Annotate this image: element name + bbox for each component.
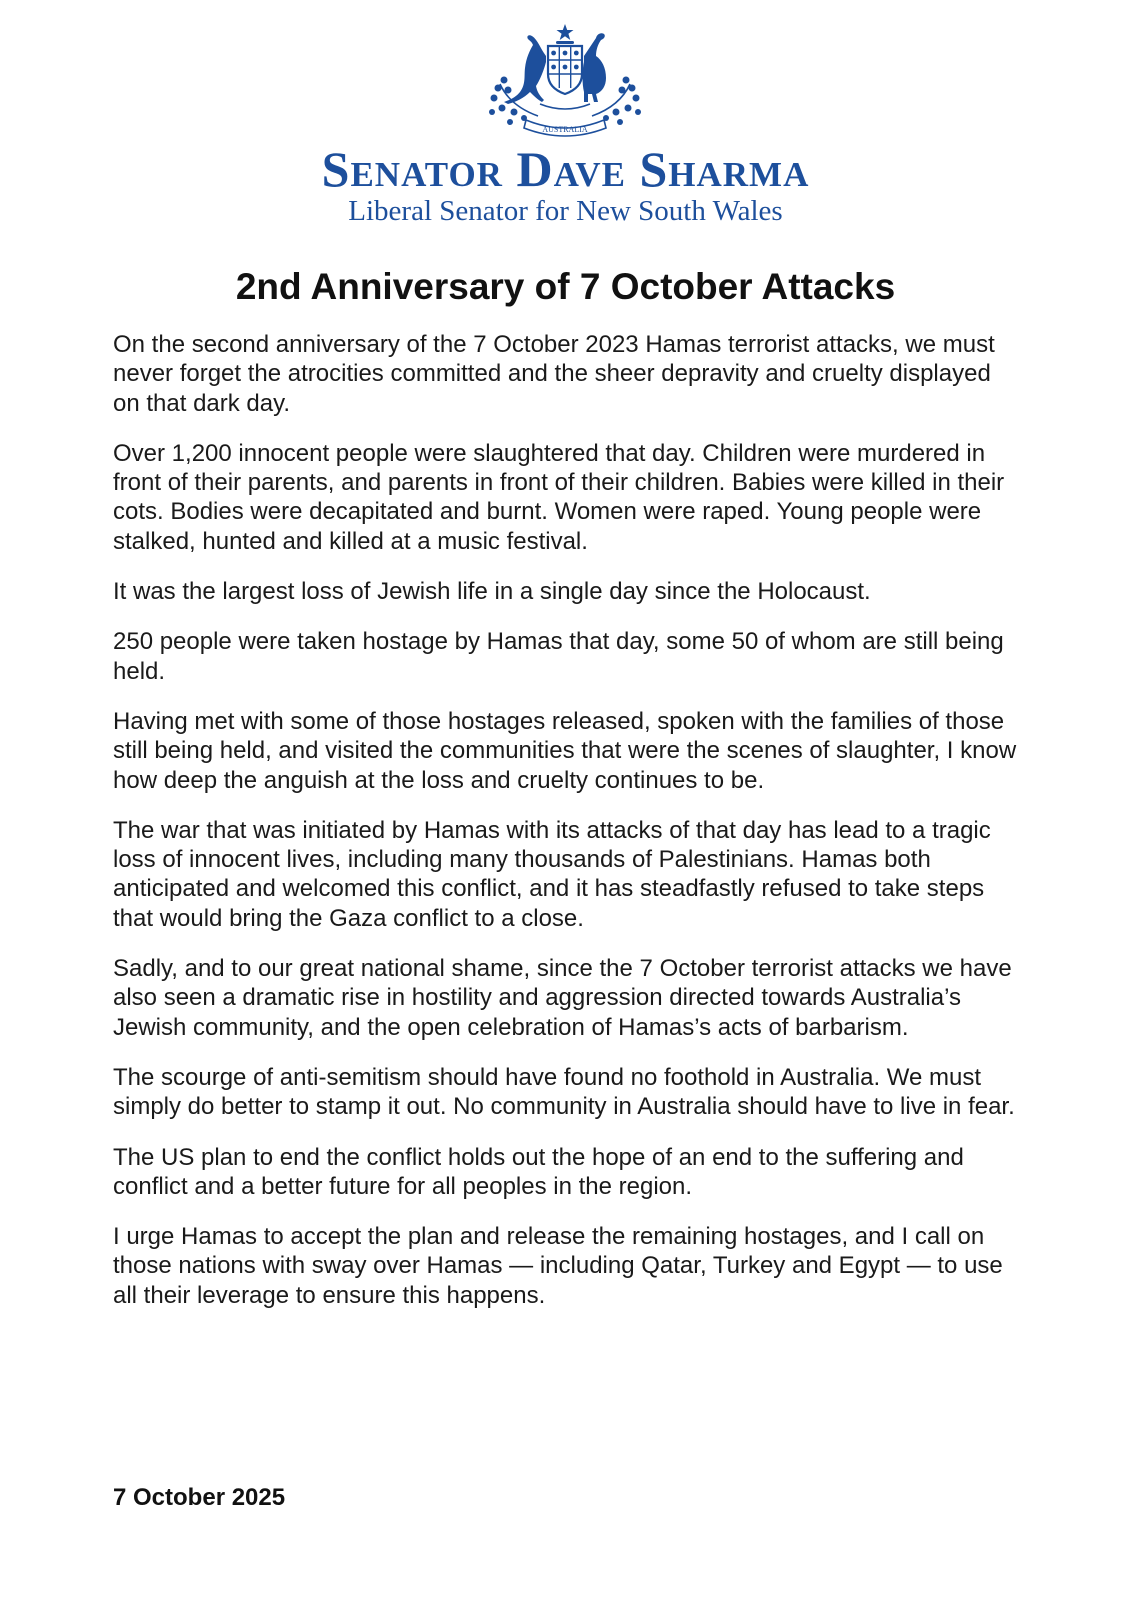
body-paragraph: The scourge of anti-semitism should have found no foothold in Australia. We must simply do better to stamp it out. No community in Australia should have to live in fear. xyxy=(113,1063,1015,1121)
statement-title: 2nd Anniversary of 7 October Attacks xyxy=(235,266,896,307)
australian-coat-of-arms-icon xyxy=(480,22,650,140)
senator-role: Liberal Senator for New South Wales xyxy=(348,195,783,227)
body-paragraph: It was the largest loss of Jewish life in a single day since the Holocaust. xyxy=(113,578,871,606)
body-paragraph: Over 1,200 innocent people were slaughtered that day. Children were murdered in front of their parents, and parents in front of their children. Babies were killed in their cots. Bodies were decapitated and burnt. Women were raped. Young people were stalked, hunted and killed at a music festival. xyxy=(113,439,1005,555)
body-paragraph: I urge Hamas to accept the plan and release the remaining hostages, and I call on those nations with sway over Hamas — including Qatar, Turkey and Egypt — to use all their leverage to ensure this happens. xyxy=(113,1223,1003,1309)
body-paragraph: The war that was initiated by Hamas with its attacks of that day has lead to a tragic loss of innocent lives, including many thousands of Palestinians. Hamas both anticipated and welcomed this conflict, and it has steadfastly refused to take steps that would bring the Gaza conflict to a close. xyxy=(113,816,991,932)
body-paragraph: The US plan to end the conflict holds out the hope of an end to the suffering and conflict and a better future for all peoples in the region. xyxy=(113,1143,964,1200)
body-paragraph: Having met with some of those hostages released, spoken with the families of those still being held, and visited the communities that were the scenes of slaughter, I know how deep the anguish at the loss and cruelty continues to be. xyxy=(113,707,1017,794)
body-paragraph: 250 people were taken hostage by Hamas that day, some 50 of whom are still being held. xyxy=(113,628,1004,685)
body-paragraph: On the second anniversary of the 7 October 2023 Hamas terrorist attacks, we must never forget the atrocities committed and the sheer depravity and cruelty displayed on that dark day. xyxy=(113,331,995,417)
statement-body xyxy=(113,330,1018,1331)
body-paragraph: Sadly, and to our great national shame, since the 7 October terrorist attacks we have also seen a dramatic rise in hostility and aggression directed towards Australia’s Jewish community, and the open celebration of Hamas’s acts of barbarism. xyxy=(113,955,1012,1041)
statement-date: 7 October 2025 xyxy=(113,1484,286,1511)
senator-name: Senator Dave Sharma xyxy=(321,141,810,197)
svg-text:AUSTRALIA: AUSTRALIA xyxy=(542,125,588,134)
